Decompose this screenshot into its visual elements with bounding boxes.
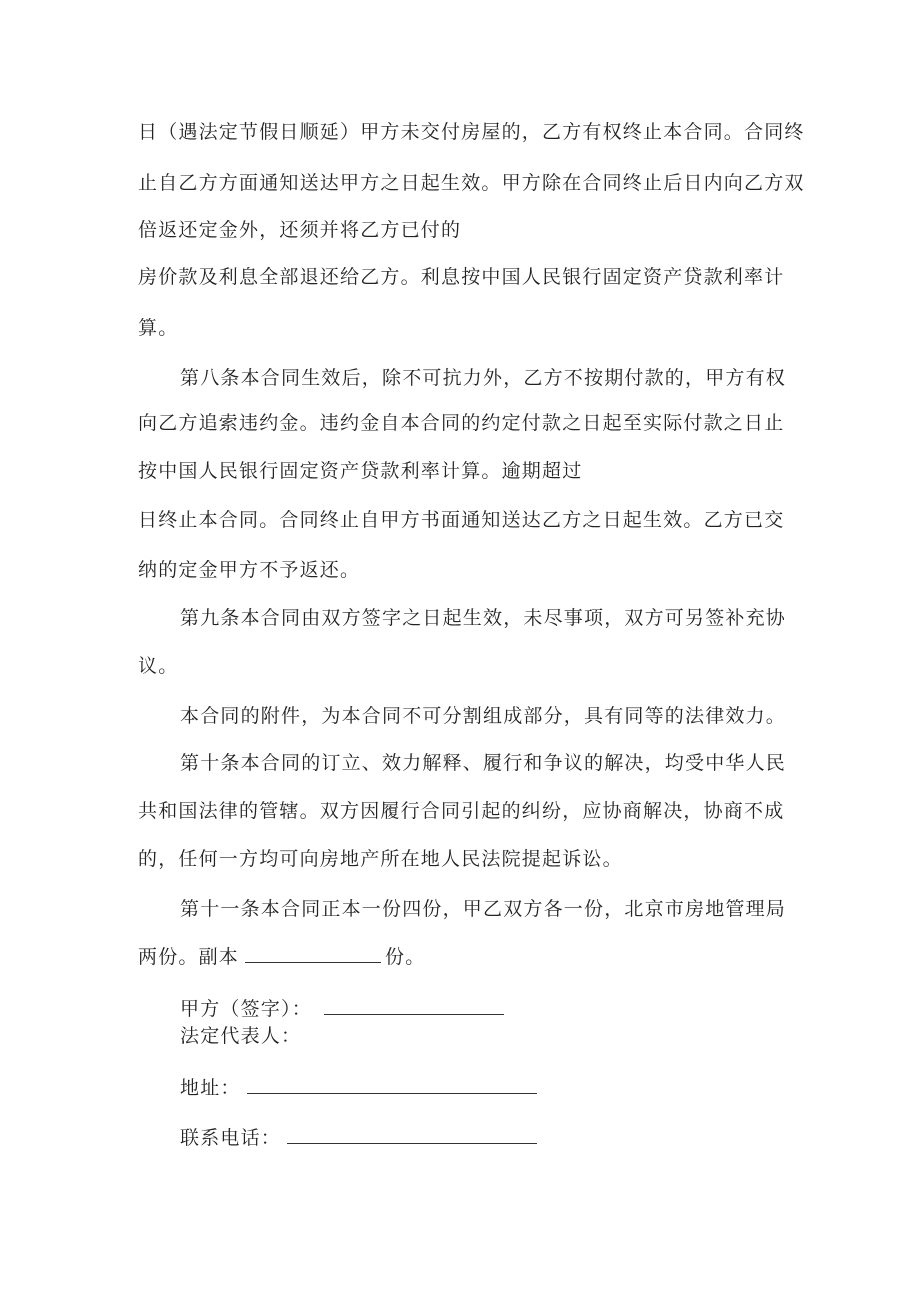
article-8-line-3: 按中国人民银行固定资产贷款利率计算。逾期超过 [138,460,583,482]
article-8-line-1: 第八条本合同生效后，除不可抗力外，乙方不按期付款的，甲方有权 [180,367,787,389]
copies-label: 两份。副本 [138,946,240,968]
party-a-signature-blank [324,996,504,1015]
article-8-line-5: 纳的定金甲方不予返还。 [138,559,361,581]
legal-rep-row [180,1024,301,1048]
address-row [180,1075,537,1100]
copies-blank [245,944,381,963]
para-1-line-2: 止自乙方方面通知送达甲方之日起生效。甲方除在合同终止后日内向乙方双 [138,172,805,194]
article-10-line-3: 的，任何一方均可向房地产所在地人民法院提起诉讼。 [138,848,623,870]
para-1-line-5: 算。 [138,317,179,339]
attachment-clause: 本合同的附件，为本合同不可分割组成部分，具有同等的法律效力。 [180,705,787,727]
article-9-line-1: 第九条本合同由双方签字之日起生效，未尽事项，双方可另签补充协 [180,607,787,629]
para-1-line-3: 倍返还定金外，还须并将乙方已付的 [138,219,462,241]
address-label: 地址： [180,1077,241,1099]
article-11-line-2 [138,944,425,969]
party-a-label: 甲方（签字）： [180,998,312,1020]
para-1-line-4: 房价款及利息全部退还给乙方。利息按中国人民银行固定资产贷款利率计 [138,266,785,288]
article-8-line-2: 向乙方追索违约金。违约金自本合同的约定付款之日起至实际付款之日止 [138,412,785,434]
party-a-signature-row [180,996,504,1021]
copies-suffix: 份。 [385,946,426,968]
phone-label: 联系电话： [180,1127,282,1149]
para-1-line-1: 日（遇法定节假日顺延）甲方未交付房屋的，乙方有权终止本合同。合同终 [138,121,805,143]
phone-blank [287,1125,537,1144]
article-11-line-1: 第十一条本合同正本一份四份，甲乙双方各一份，北京市房地管理局 [180,898,787,920]
phone-row [180,1125,537,1150]
address-blank [247,1075,537,1094]
article-8-line-4: 日终止本合同。合同终止自甲方书面通知送达乙方之日起生效。乙方已交 [138,509,785,531]
article-10-line-2: 共和国法律的管辖。双方因履行合同引起的纠纷，应协商解决，协商不成 [138,800,785,822]
legal-rep-label: 法定代表人： [180,1025,302,1047]
article-10-line-1: 第十条本合同的订立、效力解释、履行和争议的解决，均受中华人民 [180,752,787,774]
article-9-line-2: 议。 [138,655,179,677]
